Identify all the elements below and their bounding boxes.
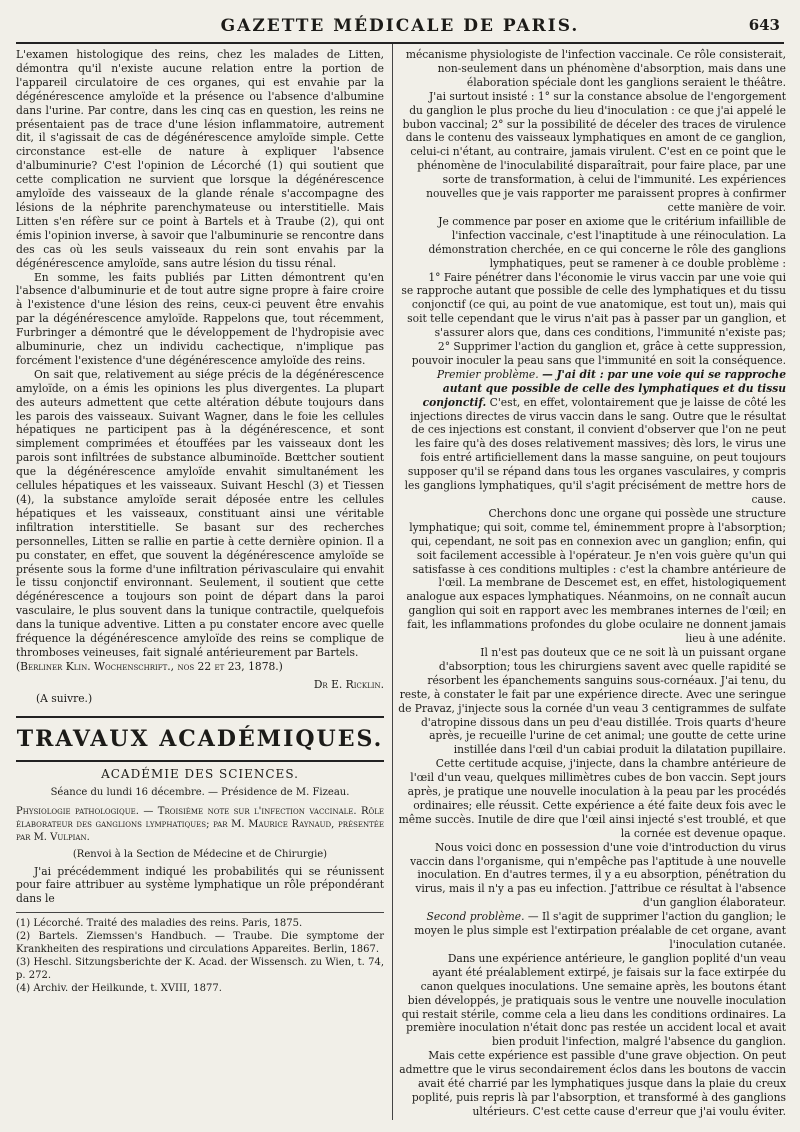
page-number: 643 [748,16,780,34]
problem-heading: Premier problème. [436,367,539,381]
to-follow-note: (A suivre.) [36,691,93,705]
paragraph: 1° Faire pénétrer dans l'économie le virus vaccin par une voie qui se rapproche autant que possible de celle des lymphatiques et du tissu conjonctif (ce qui, au point de vue anatomique, est tout un), mais qui soit telle cependant que le virus n'ait pas à passer par un ganglion, et s'assurer alors que, dans ces conditions, l'immunité n'existe pas; [401,270,786,340]
session-line: Séance du lundi 16 décembre. — Présidence de M. Fizeau. [50,786,350,798]
academy-heading: ACADÉMIE DES SCIENCES. [101,766,299,781]
paragraph: Mais cette expérience est passible d'une grave objection. On peut admettre que le virus secondairement éclos dans les boutons de vaccin avait été charrié par les lymphatiques jusque dans la plaie du creux poplité, puis repris là par l'absorption, et transformé à des ganglions ultérieurs. C'est cette cause d'erreur que j'ai voulu éviter. [399,1049,786,1118]
paragraph-text: C'est, en effet, volontairement que je laisse de côté les injections directes de virus vaccin dans le sang. Outre que le résultat de ces injections est constant, il convient d'observer que l'on ne peut les faire qu'à des doses relativement massives; dès lors, le virus une fois entré artificiellement dans la masse sanguine, on peut toujours supposer qu'il se répand dans tous les organes vasculaires, y compris les ganglions lymphatiques, qu'il s'agit précisément de mettre hors de cause. [404,395,786,506]
paragraph: L'examen histologique des reins, chez les malades de Litten, démontra qu'il n'existe aucune relation entre la portion de l'appareil circulatoire de ces organes, qui est envahie par la dégénérescence amyloïde et la présence ou l'absence d'albumine dans l'urine. Par contre, dans les cinq cas en question, les reins ne présentaient pas de trace d'une lésion inflammatoire, autrement dit, il s'agissait de cas de dégénérescence amyloïde simple. Cette circonstance est-elle de nature à expliquer l'absence d'albuminurie? C'est l'opinion de Lécorché (1) qui soutient que cette complication ne survient que lorsque la dégénérescence amyloïde des vaisseaux de la glande rénale s'accompagne des lésions de la néphrite parenchymateuse ou interstitielle. Mais Litten s'en réfère sur ce point à Bartels et à Traube (2), qui ont émis l'opinion inverse, à savoir que l'albuminurie se rencontre dans des cas où les seuls vaisseaux du rein sont envahis par la dégénérescence amyloïde, sans autre lésion du tissu rénal. [16,48,384,270]
note-title: Physiologie pathologique. — Troisième note sur l'infection vaccinale. Rôle élaborateur des ganglions lymphatiques; par M. Maurice Raynaud, présentée par M. Vulpian. [16,805,384,843]
paragraph: J'ai précédemment indiqué les probabilités qui se réunissent pour faire attribuer au système lymphatique un rôle prépondérant dans le [16,864,384,906]
paragraph: 2° Supprimer l'action du ganglion et, grâce à cette suppression, pouvoir inoculer la peau sans que l'immunité en soit la conséquence. [411,340,786,367]
paragraph: En somme, les faits publiés par Litten démontrent qu'en l'absence d'albuminurie et de tout autre signe propre à faire croire à l'existence d'une lésion des reins, ceux-ci peuvent être envahis par la dégénérescence amyloïde. Rappelons que, tout récemment, Furbringer a démontré que le développement de l'hydropisie avec albuminurie, chez un individu cachectique, n'implique pas forcément l'existence d'une dégénérescence amyloïde des reins. [16,270,384,367]
footnote: (3) Heschl. Sitzungsberichte der K. Acad. der Wissensch. zu Wien, t. 74, p. 272. [16,957,384,982]
right-column [398,48,786,1119]
author-signature: Dr E. Ricklin. [313,677,384,691]
journal-title: GAZETTE MÉDICALE DE PARIS. [220,16,580,36]
footnote: (2) Bartels. Ziemssen's Handbuch. — Traube. Die symptome der Krankheiten des respirations und circulations Appareites. Berlin, 1867. [16,931,384,956]
paragraph: Il n'est pas douteux que ce ne soit là un puissant organe d'absorption; tous les chirurgiens savent avec quelle rapidité se résorbent les épanchements sanguins sous-cornéaux. J'ai tenu, du reste, à constater le fait par une expérience directe. Avec une seringue de Pravaz, j'injecte sous la cornée d'un veau 3 centigrammes de sulfate d'atropine dissous dans un peu d'eau distillée. Trois quarts d'heure après, je recueille l'urine de cet animal; une goutte de cette urine instillée dans l'œil d'un cabiai produit la dilatation pupillaire. [398,645,786,757]
paragraph: mécanisme physiologiste de l'infection vaccinale. Ce rôle consisterait, non-seulement dans un phénomène d'absorption, mais dans une élaboration spéciale dont les ganglions seraient le théâtre. [405,48,786,89]
page-header [16,10,784,44]
journal-reference: (Berliner Klin. Wochenschrift., nos 22 et 23, 1878.) [16,659,283,673]
paragraph-text: — Il s'agit de supprimer l'action du ganglion; le moyen le plus simple est l'extirpation préalable de cet organe, avant l'inoculation cutanée. [414,910,786,951]
left-column [16,48,384,995]
paragraph [398,368,786,507]
paragraph: Je commence par poser en axiome que le critérium infaillible de l'infection vaccinale, c'est l'inaptitude à une réinoculation. La démonstration cherchée, en ce qui concerne le rôle des ganglions lymphatiques, peut se ramener à ce double problème : [428,214,786,270]
paragraph [398,910,786,952]
footnotes [16,912,384,995]
paragraph: Nous voici donc en possession d'une voie d'introduction du virus vaccin dans l'organisme, qui n'empêche pas l'aptitude à une nouvelle inoculation. En d'autres termes, il y a eu absorption, pénétration du virus, mais il n'y a pas eu infection. J'attribue ce résultat à l'absence d'un ganglion élaborateur. [410,840,786,910]
paragraph: Cette certitude acquise, j'injecte, dans la chambre antérieure de l'œil d'un veau, quelques millimètres cubes de bon vaccin. Sept jours après, je pratique une nouvelle inoculation à la peau par les procédés ordinaires; elle réussit. Cette expérience a été faite deux fois avec le même succès. Inutile de dire que l'œil ainsi injecté s'est troublé, et que la cornée est devenue opaque. [398,757,786,840]
section-banner [16,716,384,762]
section-title: TRAVAUX ACADÉMIQUES. [16,725,384,752]
problem-heading: Second problème. [426,910,525,924]
paragraph: Cherchons donc une organe qui possède une structure lymphatique; qui soit, comme tel, éminemment propre à l'absorption; qui, cependant, ne soit pas en connexion avec un ganglion; enfin, qui soit facilement accessible à l'opérateur. Je n'en vois guère qu'un qui satisfasse à ces conditions multiples : c'est la chambre antérieure de l'œil. La membrane de Descemet est, en effet, histologiquement analogue aux espaces lymphatiques. Néanmoins, on ne connaît aucun ganglion qui soit en rapport avec les membranes internes de l'œil; en fait, les inflammations profondes du globe oculaire ne donnent jamais lieu à une adénite. [406,506,786,646]
referral-note: (Renvoi à la Section de Médecine et de Chirurgie) [72,848,328,860]
paragraph: J'ai surtout insisté : 1° sur la constance absolue de l'engorgement du ganglion le plus proche du lieu d'inoculation : ce que j'ai appelé le bubon vaccinal; 2° sur la possibilité de déceler des traces de virulence dans le contenu des vaisseaux lymphatiques en amont de ce ganglion, celui-ci n'étant, au contraire, jamais virulent. C'est en ce point que le phénomène de l'inoculabilité disparaîtrait, pour faire place, par une sorte de transformation, à celui de l'immunité. Les expériences nouvelles que je vais rapporter me paraissent propres à confirmer cette manière de voir. [402,89,786,214]
paragraph: On sait que, relativement au siége précis de la dégénérescence amyloïde, on a émis les opinions les plus divergentes. La plupart des auteurs admettent que cette altération débute toujours dans les parois des vaisseaux. Suivant Wagner, dans le foie les cellules hépatiques ne participent pas à la dégénérescence, et sont simplement comprimées et étouffées par les vaisseaux dont les parois sont infiltrées de substance albuminoïde. Bœttcher soutient que la dégénérescence amyloïde envahit simultanément les cellules hépatiques et les vaisseaux. Suivant Heschl (3) et Tiessen (4), la substance amyloïde serait déposée entre les cellules hépatiques et les vaisseaux, constituant ainsi une véritable infiltration interstitielle. Se basant sur des recherches personnelles, Litten se rallie en partie à cette dernière opinion. Il a pu constater, en effet, que souvent la dégénérescence amyloïde se présente sous la forme d'une infiltration périvasculaire qui envahit le tissu conjonctif environnant. Seulement, il soutient que cette dégénérescence a toujours son point de départ dans la paroi vasculaire, le plus souvent dans la tunique contractile, quelquefois dans la tunique adventive. Litten a pu constater encore avec quelle fréquence la dégénérescence amyloïde des reins se complique de thromboses veineuses, fait signalé antérieurement par Bartels. [16,367,384,659]
footnote: (1) Lécorché. Traité des maladies des reins. Paris, 1875. [16,918,303,930]
emphasis: — J'ai dit : par une voie qui se rapproche autant que possible de celle des lymphatiques et du tissu conjonctif. [422,367,786,409]
column-divider [392,44,393,1120]
footnote: (4) Archiv. der Heilkunde, t. XVIII, 1877. [16,983,222,995]
paragraph: Dans une expérience antérieure, le ganglion poplité d'un veau ayant été préalablement extirpé, je faisais sur la face extirpée du canon quelques inoculations. Une semaine après, les boutons étant bien développés, je pratiquais sous le ventre une nouvelle inoculation qui restait stérile, comme cela a lieu dans les conditions ordinaires. La première inoculation n'était donc pas restée un accident local et avait bien produit l'infection, malgré l'absence du ganglion. [401,951,786,1049]
